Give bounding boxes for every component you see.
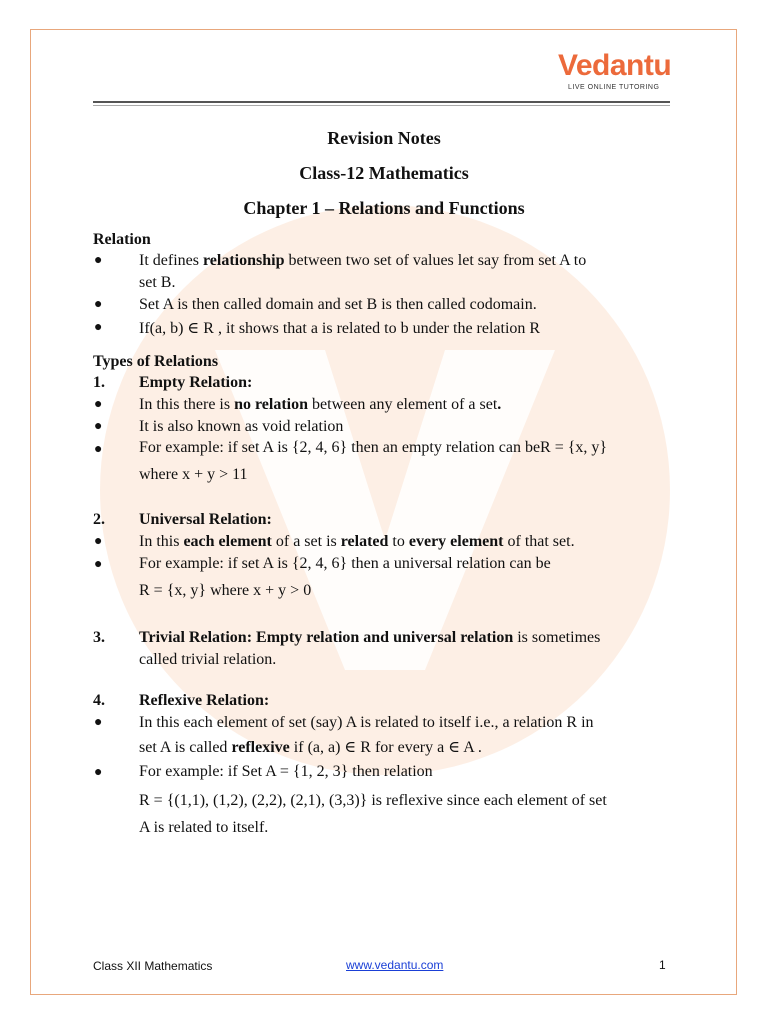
bold-term: reflexive (231, 739, 290, 756)
section-heading-relation: Relation (93, 231, 151, 248)
reflexive-bullet-2-cont2: A is related to itself. (139, 819, 269, 836)
text: In this (139, 533, 184, 550)
text: set A is called (139, 739, 232, 756)
item-number: 3. (93, 629, 105, 646)
bold-term: relationship (202, 252, 285, 269)
page-number: 1 (659, 958, 666, 972)
text: , it shows that a is related to b under the relation R (213, 320, 541, 337)
text: between two set of values let say from set A to (284, 252, 587, 269)
bold-term: each element (183, 533, 272, 550)
bold-term: related (340, 533, 389, 550)
empty-bullet-1 (139, 396, 501, 414)
vedantu-logo[interactable] (558, 48, 672, 96)
universal-bullet-1 (139, 533, 575, 551)
text: . (497, 396, 502, 413)
item-number: 2. (93, 511, 105, 528)
reflexive-relation-title: Reflexive Relation: (139, 692, 270, 709)
text: then a universal relation can be (347, 555, 551, 572)
text: is sometimes (513, 629, 601, 646)
universal-bullet-2-cont (139, 582, 311, 600)
bullet-icon: ● (94, 765, 103, 780)
bullet-icon: ● (94, 557, 103, 572)
bullet-icon: ● (94, 297, 103, 312)
trivial-relation-title: Trivial Relation: Empty relation and universal relation (139, 629, 514, 646)
universal-bullet-2 (139, 555, 551, 573)
text: then an empty relation can be (347, 439, 541, 456)
empty-bullet-2: It is also known as void relation (139, 418, 344, 435)
trivial-relation-line (139, 629, 600, 647)
math-set: Set A = {1, 2, 3} (241, 763, 349, 780)
item-number: 4. (93, 692, 105, 709)
universal-relation-title: Universal Relation: (139, 511, 272, 528)
math-expression: x + y > 0 (253, 582, 312, 599)
relation-bullet-2: Set A is then called domain and set B is then called codomain. (139, 296, 537, 313)
text: For example: if set A is (139, 439, 292, 456)
reflexive-bullet-1-cont (139, 737, 482, 757)
header-rule (93, 101, 670, 103)
reflexive-bullet-2-cont (139, 792, 607, 810)
text: In this there is (139, 396, 235, 413)
text: . (473, 739, 482, 756)
math-expression: R = {x, y} (139, 582, 207, 599)
bullet-icon: ● (94, 397, 103, 412)
empty-bullet-3-cont (139, 466, 248, 484)
text: where (139, 466, 183, 483)
doc-title: Revision Notes (327, 128, 441, 148)
bullet-icon: ● (94, 442, 103, 457)
text: to (388, 533, 409, 550)
text: where (206, 582, 254, 599)
text: of a set is (271, 533, 341, 550)
text: of that set. (503, 533, 575, 550)
footer-course: Class XII Mathematics (93, 959, 213, 973)
reflexive-bullet-1: In this each element of set (say) A is related to itself i.e., a relation R in (139, 714, 594, 731)
empty-relation-title: Empty Relation: (139, 374, 253, 391)
bullet-icon: ● (94, 419, 103, 434)
text: For example: if set A is (139, 555, 292, 572)
logo-wordmark: Vedantu (558, 49, 672, 82)
math-expression: (a, a) ∈ R (307, 739, 371, 756)
text: If (139, 320, 150, 337)
logo-tagline: LIVE ONLINE TUTORING (568, 84, 660, 91)
header-rule-thin (93, 105, 670, 106)
bullet-icon: ● (94, 320, 103, 335)
text: between any element of a set (308, 396, 498, 413)
bold-term: every element (408, 533, 504, 550)
math-set: {2, 4, 6} (291, 439, 348, 456)
empty-bullet-3 (139, 439, 607, 457)
text: is reflexive since each element of set (367, 792, 607, 809)
bullet-icon: ● (94, 534, 103, 549)
bullet-icon: ● (94, 253, 103, 268)
reflexive-bullet-2 (139, 763, 433, 781)
relation-bullet-1-cont: set B. (139, 274, 176, 291)
text: It defines (139, 252, 203, 269)
footer-website-link[interactable]: www.vedantu.com (346, 958, 444, 972)
math-set: {2, 4, 6} (291, 555, 348, 572)
math-expression: x + y > 11 (182, 466, 248, 483)
bold-term: no relation (234, 396, 309, 413)
text: then relation (348, 763, 433, 780)
math-expression: (a, b) ∈ R (149, 320, 214, 337)
relation-bullet-3 (139, 318, 540, 338)
trivial-relation-cont: called trivial relation. (139, 651, 277, 668)
text: if (289, 739, 308, 756)
chapter-title: Chapter 1 – Relations and Functions (243, 198, 525, 218)
bullet-icon: ● (94, 715, 103, 730)
text: For example: if (139, 763, 242, 780)
item-number: 1. (93, 374, 105, 391)
math-expression: R = {(1,1), (1,2), (2,2), (2,1), (3,3)} (139, 792, 368, 809)
relation-bullet-1 (139, 252, 586, 270)
section-heading-types: Types of Relations (93, 353, 219, 370)
math-expression: a ∈ A (437, 739, 474, 756)
math-expression: R = {x, y} (540, 439, 608, 456)
text: for every (370, 739, 438, 756)
doc-subtitle: Class-12 Mathematics (299, 163, 469, 183)
